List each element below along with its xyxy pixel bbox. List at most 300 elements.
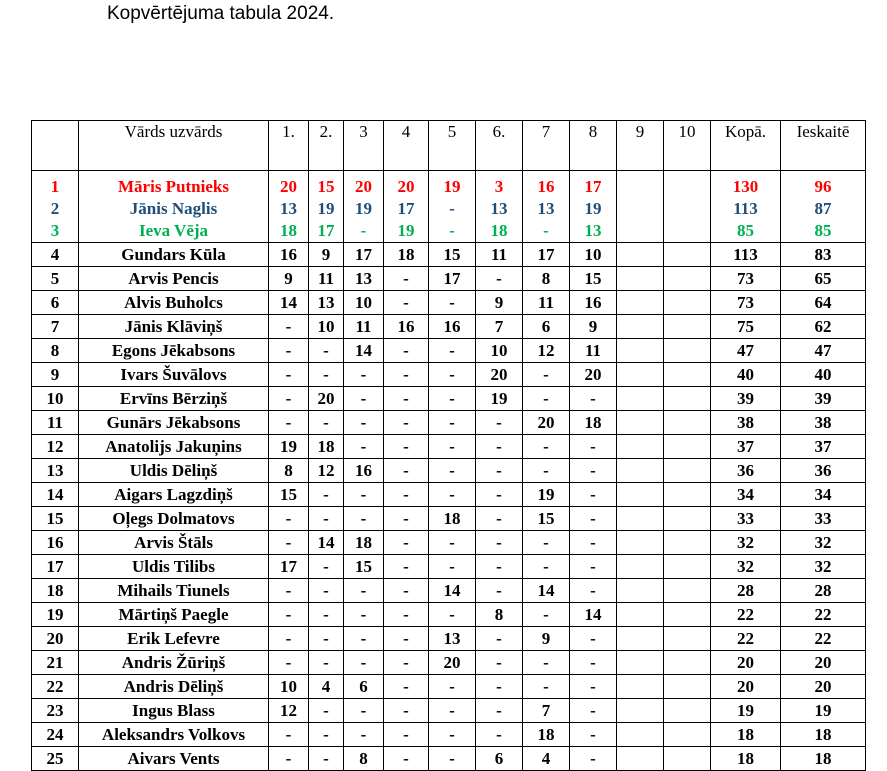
score-cell: 18 [570,411,617,435]
table-row [32,243,866,267]
score-cell: - [384,555,429,579]
score-cell: - [476,411,523,435]
score-cell: 38 [781,411,866,435]
score-cell [664,267,711,291]
score-cell: - [429,198,476,220]
score-cell: - [429,220,476,243]
score-cell: - [384,579,429,603]
score-cell: - [570,507,617,531]
score-cell: 11 [344,315,384,339]
results-table [31,120,866,771]
score-cell: - [309,747,344,771]
score-cell: - [269,531,309,555]
score-cell: - [429,387,476,411]
score-cell [617,198,664,220]
score-cell [617,220,664,243]
score-cell: - [476,723,523,747]
column-header-stage-10: 10 [664,121,711,171]
table-row [32,507,866,531]
place-cell: 16 [32,531,79,555]
score-cell: 73 [711,267,781,291]
column-header-place [32,121,79,171]
table-body [32,171,866,771]
score-cell: 9 [309,243,344,267]
table-header-row [32,121,866,171]
score-cell [617,171,664,199]
score-cell: 19 [269,435,309,459]
place-cell: 13 [32,459,79,483]
score-cell: - [344,699,384,723]
score-cell: - [570,483,617,507]
score-cell: - [344,387,384,411]
score-cell: 12 [309,459,344,483]
score-cell: 14 [429,579,476,603]
name-cell: Andris Dēliņš [79,675,269,699]
score-cell [617,339,664,363]
score-cell: - [269,747,309,771]
score-cell: - [429,411,476,435]
score-cell: 16 [523,171,570,199]
score-cell: 15 [570,267,617,291]
score-cell: - [384,507,429,531]
score-cell: 6 [523,315,570,339]
score-cell: 113 [711,243,781,267]
score-cell: - [523,675,570,699]
score-cell: 4 [523,747,570,771]
table-row [32,387,866,411]
score-cell: 12 [269,699,309,723]
score-cell: 9 [269,267,309,291]
score-cell: 113 [711,198,781,220]
score-cell [617,483,664,507]
score-cell: 20 [781,651,866,675]
score-cell: 20 [344,171,384,199]
column-header-stage-4: 4 [384,121,429,171]
table-row [32,171,866,199]
table-row [32,315,866,339]
score-cell: 10 [344,291,384,315]
score-cell: 47 [711,339,781,363]
score-cell [664,411,711,435]
score-cell: - [429,483,476,507]
score-cell: 14 [523,579,570,603]
score-cell: - [429,363,476,387]
score-cell: - [309,699,344,723]
name-cell: Aivars Vents [79,747,269,771]
score-cell: 38 [711,411,781,435]
score-cell: 20 [429,651,476,675]
score-cell: 18 [269,220,309,243]
score-cell: - [384,603,429,627]
table-row [32,267,866,291]
score-cell: - [384,291,429,315]
score-cell: - [429,291,476,315]
score-cell: 19 [309,198,344,220]
place-cell: 17 [32,555,79,579]
score-cell: 130 [711,171,781,199]
score-cell: - [476,579,523,603]
score-cell [664,339,711,363]
score-cell [664,171,711,199]
place-cell: 8 [32,339,79,363]
score-cell: 17 [269,555,309,579]
score-cell [664,220,711,243]
score-cell [664,627,711,651]
column-header-stage-8: 8 [570,121,617,171]
name-cell: Jānis Naglis [79,198,269,220]
score-cell: - [384,411,429,435]
score-cell: - [523,387,570,411]
table-row [32,198,866,220]
score-cell: 8 [523,267,570,291]
place-cell: 15 [32,507,79,531]
table-row [32,339,866,363]
name-cell: Ingus Blass [79,699,269,723]
score-cell: - [384,699,429,723]
score-cell: 17 [309,220,344,243]
score-cell [664,387,711,411]
place-cell: 20 [32,627,79,651]
score-cell: 8 [476,603,523,627]
score-cell: 13 [309,291,344,315]
name-cell: Jānis Klāviņš [79,315,269,339]
score-cell: - [523,555,570,579]
score-cell: 17 [523,243,570,267]
score-cell: 65 [781,267,866,291]
score-cell: - [476,435,523,459]
score-cell: 13 [429,627,476,651]
score-cell: - [309,651,344,675]
table-row [32,579,866,603]
score-cell: 22 [781,627,866,651]
score-cell: 17 [344,243,384,267]
score-cell: 18 [309,435,344,459]
score-cell [617,675,664,699]
score-cell: 14 [309,531,344,555]
score-cell: 19 [476,387,523,411]
score-cell: 9 [570,315,617,339]
score-cell: - [429,555,476,579]
score-cell: 18 [711,747,781,771]
score-cell: 20 [711,651,781,675]
column-header-stage-7: 7 [523,121,570,171]
score-cell: - [309,579,344,603]
place-cell: 5 [32,267,79,291]
place-cell: 14 [32,483,79,507]
score-cell: 28 [781,579,866,603]
score-cell: 19 [711,699,781,723]
place-cell: 6 [32,291,79,315]
score-cell: - [309,507,344,531]
score-cell: - [269,507,309,531]
score-cell: - [309,555,344,579]
column-header-name: Vārds uzvārds [79,121,269,171]
name-cell: Anatolijs Jakuņins [79,435,269,459]
score-cell: 13 [523,198,570,220]
score-cell: - [429,339,476,363]
score-cell: 11 [570,339,617,363]
score-cell: 34 [711,483,781,507]
score-cell: - [384,387,429,411]
column-header-stage-9: 9 [617,121,664,171]
name-cell: Gundars Kūla [79,243,269,267]
score-cell: - [269,315,309,339]
score-cell: - [344,579,384,603]
score-cell [617,315,664,339]
score-cell [617,507,664,531]
score-cell [664,435,711,459]
score-cell: 47 [781,339,866,363]
score-cell: 11 [476,243,523,267]
score-cell: 17 [570,171,617,199]
score-cell: - [384,531,429,555]
score-cell: 18 [781,747,866,771]
score-cell: 32 [781,555,866,579]
score-cell [664,483,711,507]
score-cell: 15 [309,171,344,199]
score-cell: 39 [781,387,866,411]
score-cell: - [429,699,476,723]
score-cell: - [523,459,570,483]
score-cell: 11 [523,291,570,315]
score-cell: 12 [523,339,570,363]
score-cell: 64 [781,291,866,315]
score-cell: 32 [781,531,866,555]
score-cell: 20 [570,363,617,387]
score-cell: 16 [384,315,429,339]
score-cell: - [570,387,617,411]
score-cell: - [384,651,429,675]
score-cell: - [570,531,617,555]
score-cell: 85 [711,220,781,243]
score-cell: - [344,507,384,531]
score-cell [617,411,664,435]
score-cell: - [476,267,523,291]
score-cell: - [570,747,617,771]
score-cell: 73 [711,291,781,315]
score-cell: 15 [269,483,309,507]
score-cell: 16 [269,243,309,267]
score-cell: 20 [269,171,309,199]
score-cell: - [384,747,429,771]
score-cell: 15 [344,555,384,579]
score-cell: - [269,387,309,411]
score-cell: - [269,723,309,747]
score-cell: - [570,627,617,651]
score-cell [617,699,664,723]
score-cell: - [570,723,617,747]
place-cell: 18 [32,579,79,603]
name-cell: Andris Žūriņš [79,651,269,675]
place-cell: 11 [32,411,79,435]
name-cell: Mārtiņš Paegle [79,603,269,627]
score-cell: 19 [429,171,476,199]
score-cell: - [384,483,429,507]
score-cell: 3 [476,171,523,199]
score-cell: - [309,411,344,435]
score-cell [617,723,664,747]
score-cell: - [384,723,429,747]
score-cell: - [570,579,617,603]
score-cell: - [344,220,384,243]
score-cell: 13 [269,198,309,220]
score-cell: - [269,411,309,435]
score-cell: 16 [429,315,476,339]
score-cell: - [269,603,309,627]
table-row [32,723,866,747]
place-cell: 23 [32,699,79,723]
score-cell [664,603,711,627]
score-cell: - [269,363,309,387]
score-cell: 13 [476,198,523,220]
score-cell: 10 [570,243,617,267]
name-cell: Ieva Vēja [79,220,269,243]
score-cell: - [570,675,617,699]
score-cell: 8 [269,459,309,483]
place-cell: 9 [32,363,79,387]
score-cell: 20 [781,675,866,699]
name-cell: Uldis Tilibs [79,555,269,579]
score-cell: - [344,411,384,435]
score-cell: - [309,603,344,627]
score-cell: - [523,531,570,555]
score-cell: - [344,651,384,675]
score-cell: - [384,627,429,651]
name-cell: Aigars Lagzdiņš [79,483,269,507]
table-row [32,483,866,507]
score-cell: - [476,507,523,531]
place-cell: 1 [32,171,79,199]
score-cell: - [476,531,523,555]
place-cell: 24 [32,723,79,747]
name-cell: Alvis Buholcs [79,291,269,315]
score-cell: 37 [781,435,866,459]
score-cell [617,243,664,267]
score-cell [617,627,664,651]
score-cell: 7 [476,315,523,339]
score-cell [664,651,711,675]
score-cell [664,291,711,315]
place-cell: 25 [32,747,79,771]
place-cell: 3 [32,220,79,243]
name-cell: Ervīns Bērziņš [79,387,269,411]
column-header-stage-5: 5 [429,121,476,171]
score-cell: 10 [269,675,309,699]
document-title: Kopvērtējuma tabula 2024. [107,3,335,24]
table-row [32,531,866,555]
column-header-stage-2: 2. [309,121,344,171]
score-cell: - [429,747,476,771]
score-cell: 32 [711,531,781,555]
score-cell: 18 [476,220,523,243]
place-cell: 7 [32,315,79,339]
score-cell: - [384,675,429,699]
score-cell: - [476,675,523,699]
table-row [32,675,866,699]
score-cell: - [344,435,384,459]
score-cell [664,315,711,339]
score-cell: 6 [476,747,523,771]
score-cell: 11 [309,267,344,291]
name-cell: Arvis Pencis [79,267,269,291]
table-row [32,291,866,315]
score-cell: - [269,651,309,675]
score-cell: 19 [384,220,429,243]
place-cell: 12 [32,435,79,459]
table-row [32,555,866,579]
score-cell [664,459,711,483]
score-cell: - [570,555,617,579]
score-cell: 19 [570,198,617,220]
score-cell: 39 [711,387,781,411]
score-cell: 33 [781,507,866,531]
score-cell: 33 [711,507,781,531]
score-cell [617,459,664,483]
table-row [32,459,866,483]
score-cell [617,579,664,603]
score-cell: - [384,363,429,387]
column-header-stage-6: 6. [476,121,523,171]
score-cell: 14 [269,291,309,315]
score-cell: - [309,483,344,507]
score-cell: - [344,483,384,507]
place-cell: 22 [32,675,79,699]
score-cell: 18 [781,723,866,747]
score-cell: - [269,579,309,603]
score-cell [664,243,711,267]
score-cell: 34 [781,483,866,507]
place-cell: 4 [32,243,79,267]
place-cell: 19 [32,603,79,627]
table-row [32,435,866,459]
place-cell: 10 [32,387,79,411]
score-cell: - [384,435,429,459]
name-cell: Uldis Dēliņš [79,459,269,483]
column-header-total: Kopā. [711,121,781,171]
score-cell: 14 [570,603,617,627]
score-cell: 96 [781,171,866,199]
score-cell: - [429,531,476,555]
score-cell: 36 [781,459,866,483]
score-cell: 15 [429,243,476,267]
score-cell: - [523,603,570,627]
score-cell: - [309,363,344,387]
score-cell: 6 [344,675,384,699]
score-cell [664,675,711,699]
score-cell: 22 [711,603,781,627]
score-cell: - [570,435,617,459]
name-cell: Oļegs Dolmatovs [79,507,269,531]
score-cell: 7 [523,699,570,723]
score-cell: - [309,627,344,651]
column-header-stage-1: 1. [269,121,309,171]
score-cell: 18 [429,507,476,531]
score-cell [617,603,664,627]
score-cell: - [476,483,523,507]
score-cell: 16 [570,291,617,315]
score-cell: 62 [781,315,866,339]
score-cell: 19 [781,699,866,723]
score-cell: - [523,220,570,243]
score-cell [664,579,711,603]
score-cell: - [269,627,309,651]
score-cell: - [429,435,476,459]
score-cell [617,651,664,675]
name-cell: Erik Lefevre [79,627,269,651]
score-cell: - [570,459,617,483]
score-cell: 20 [476,363,523,387]
score-cell: - [269,339,309,363]
